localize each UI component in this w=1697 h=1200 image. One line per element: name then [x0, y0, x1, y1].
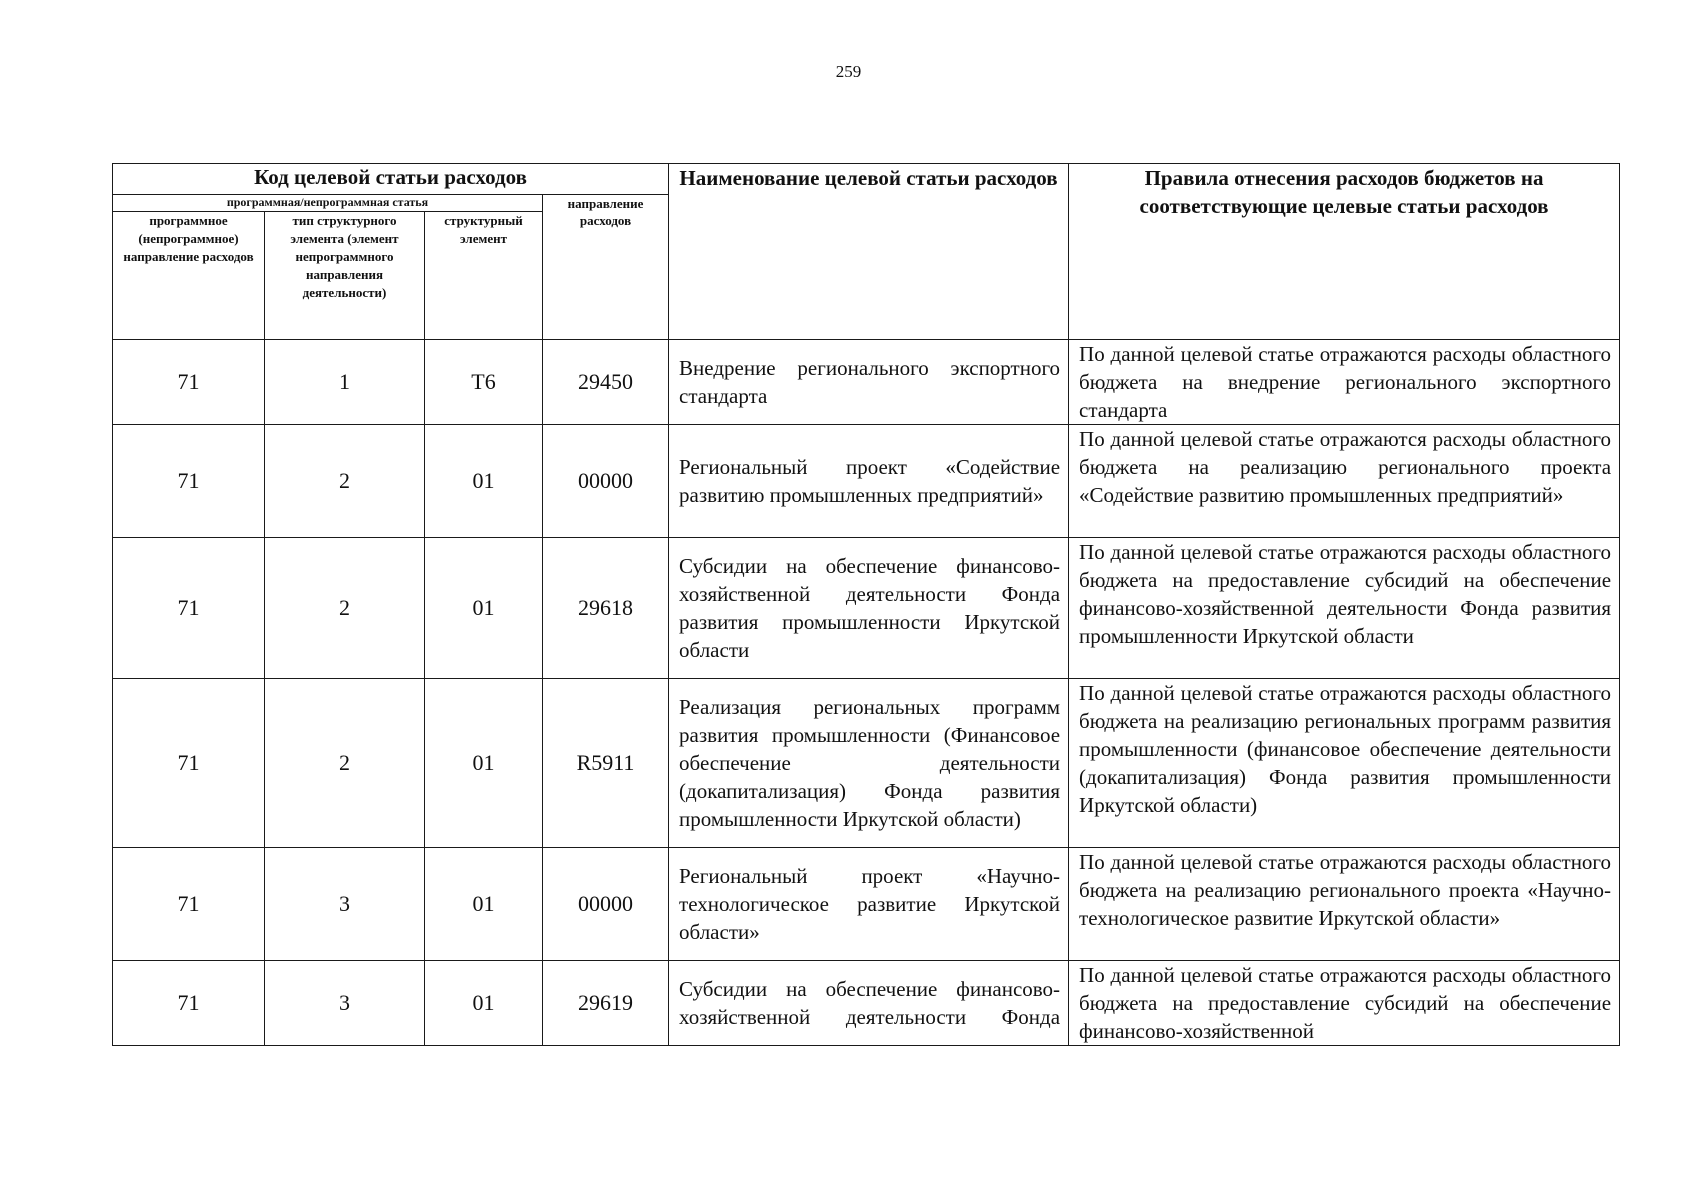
- program-code-cell: 71: [113, 848, 265, 961]
- program-code-cell: 71: [113, 425, 265, 538]
- article-name-cell: Внедрение регионального экспортного стандарта: [669, 340, 1069, 425]
- article-name-cell: Субсидии на обеспечение финансово-хозяйственной деятельности Фонда: [669, 961, 1069, 1046]
- direction-code-cell: 29618: [543, 538, 669, 679]
- table-row: [113, 848, 1620, 961]
- table-row: [113, 425, 1620, 538]
- program-code-cell: 71: [113, 961, 265, 1046]
- element-code-cell: 01: [425, 425, 543, 538]
- page-number: 259: [835, 62, 862, 81]
- direction-code-cell: R5911: [543, 679, 669, 848]
- element-code-cell: 01: [425, 961, 543, 1046]
- table-row: [113, 340, 1620, 425]
- program-code-cell: 71: [113, 340, 265, 425]
- article-name-cell: Реализация региональных программ развития промышленности (Финансовое обеспечение деятельности (докапитализация) Фонда развития промышленности Иркутской области): [669, 679, 1069, 848]
- element-code-cell: Т6: [425, 340, 543, 425]
- structural-type-header: тип структурного элемента (элемент непрограммного направления деятельности): [265, 212, 425, 340]
- type-code-cell: 2: [265, 538, 425, 679]
- rules-header: Правила отнесения расходов бюджетов на соответствующие целевые статьи расходов: [1069, 164, 1620, 340]
- type-code-cell: 2: [265, 679, 425, 848]
- direction-code-cell: 00000: [543, 848, 669, 961]
- program-article-header: программная/непрограммная статья: [113, 195, 543, 212]
- type-code-cell: 2: [265, 425, 425, 538]
- table-row: [113, 961, 1620, 1046]
- element-code-cell: 01: [425, 848, 543, 961]
- element-code-cell: 01: [425, 679, 543, 848]
- program-code-cell: 71: [113, 679, 265, 848]
- direction-code-cell: 29619: [543, 961, 669, 1046]
- structural-element-header: структурный элемент: [425, 212, 543, 340]
- article-name-cell: Региональный проект «Научно-технологическое развитие Иркутской области»: [669, 848, 1069, 961]
- name-header: Наименование целевой статьи расходов: [669, 164, 1069, 340]
- direction-code-cell: 29450: [543, 340, 669, 425]
- table-row: [113, 679, 1620, 848]
- article-name-cell: Региональный проект «Содействие развитию промышленных предприятий»: [669, 425, 1069, 538]
- code-header: Код целевой статьи расходов: [113, 164, 669, 195]
- article-rule-cell: По данной целевой статье отражаются расходы областного бюджета на предоставление субсидий на обеспечение финансово-хозяйственной деятельности Фонда развития промышленности Иркутской области: [1069, 538, 1620, 679]
- article-name-cell: Субсидии на обеспечение финансово-хозяйственной деятельности Фонда развития промышленности Иркутской области: [669, 538, 1069, 679]
- article-rule-cell: По данной целевой статье отражаются расходы областного бюджета на реализацию регионального проекта «Содействие развитию промышленных предприятий»: [1069, 425, 1620, 538]
- type-code-cell: 1: [265, 340, 425, 425]
- direction-header: направление расходов: [543, 195, 669, 340]
- article-rule-cell: По данной целевой статье отражаются расходы областного бюджета на внедрение регионального экспортного стандарта: [1069, 340, 1620, 425]
- article-rule-cell: По данной целевой статье отражаются расходы областного бюджета на реализацию региональных программ развития промышленности (финансовое обеспечение деятельности (докапитализация) Фонда развития промышленности Иркутской области): [1069, 679, 1620, 848]
- budget-classification-table: [112, 163, 1620, 1046]
- direction-code-cell: 00000: [543, 425, 669, 538]
- article-rule-cell: По данной целевой статье отражаются расходы областного бюджета на предоставление субсидий на обеспечение финансово-хозяйственной: [1069, 961, 1620, 1046]
- table-row: [113, 538, 1620, 679]
- element-code-cell: 01: [425, 538, 543, 679]
- type-code-cell: 3: [265, 848, 425, 961]
- article-rule-cell: По данной целевой статье отражаются расходы областного бюджета на реализацию регионального проекта «Научно-технологическое развитие Иркутской области»: [1069, 848, 1620, 961]
- type-code-cell: 3: [265, 961, 425, 1046]
- program-direction-header: программное (непрограммное) направление расходов: [113, 212, 265, 340]
- program-code-cell: 71: [113, 538, 265, 679]
